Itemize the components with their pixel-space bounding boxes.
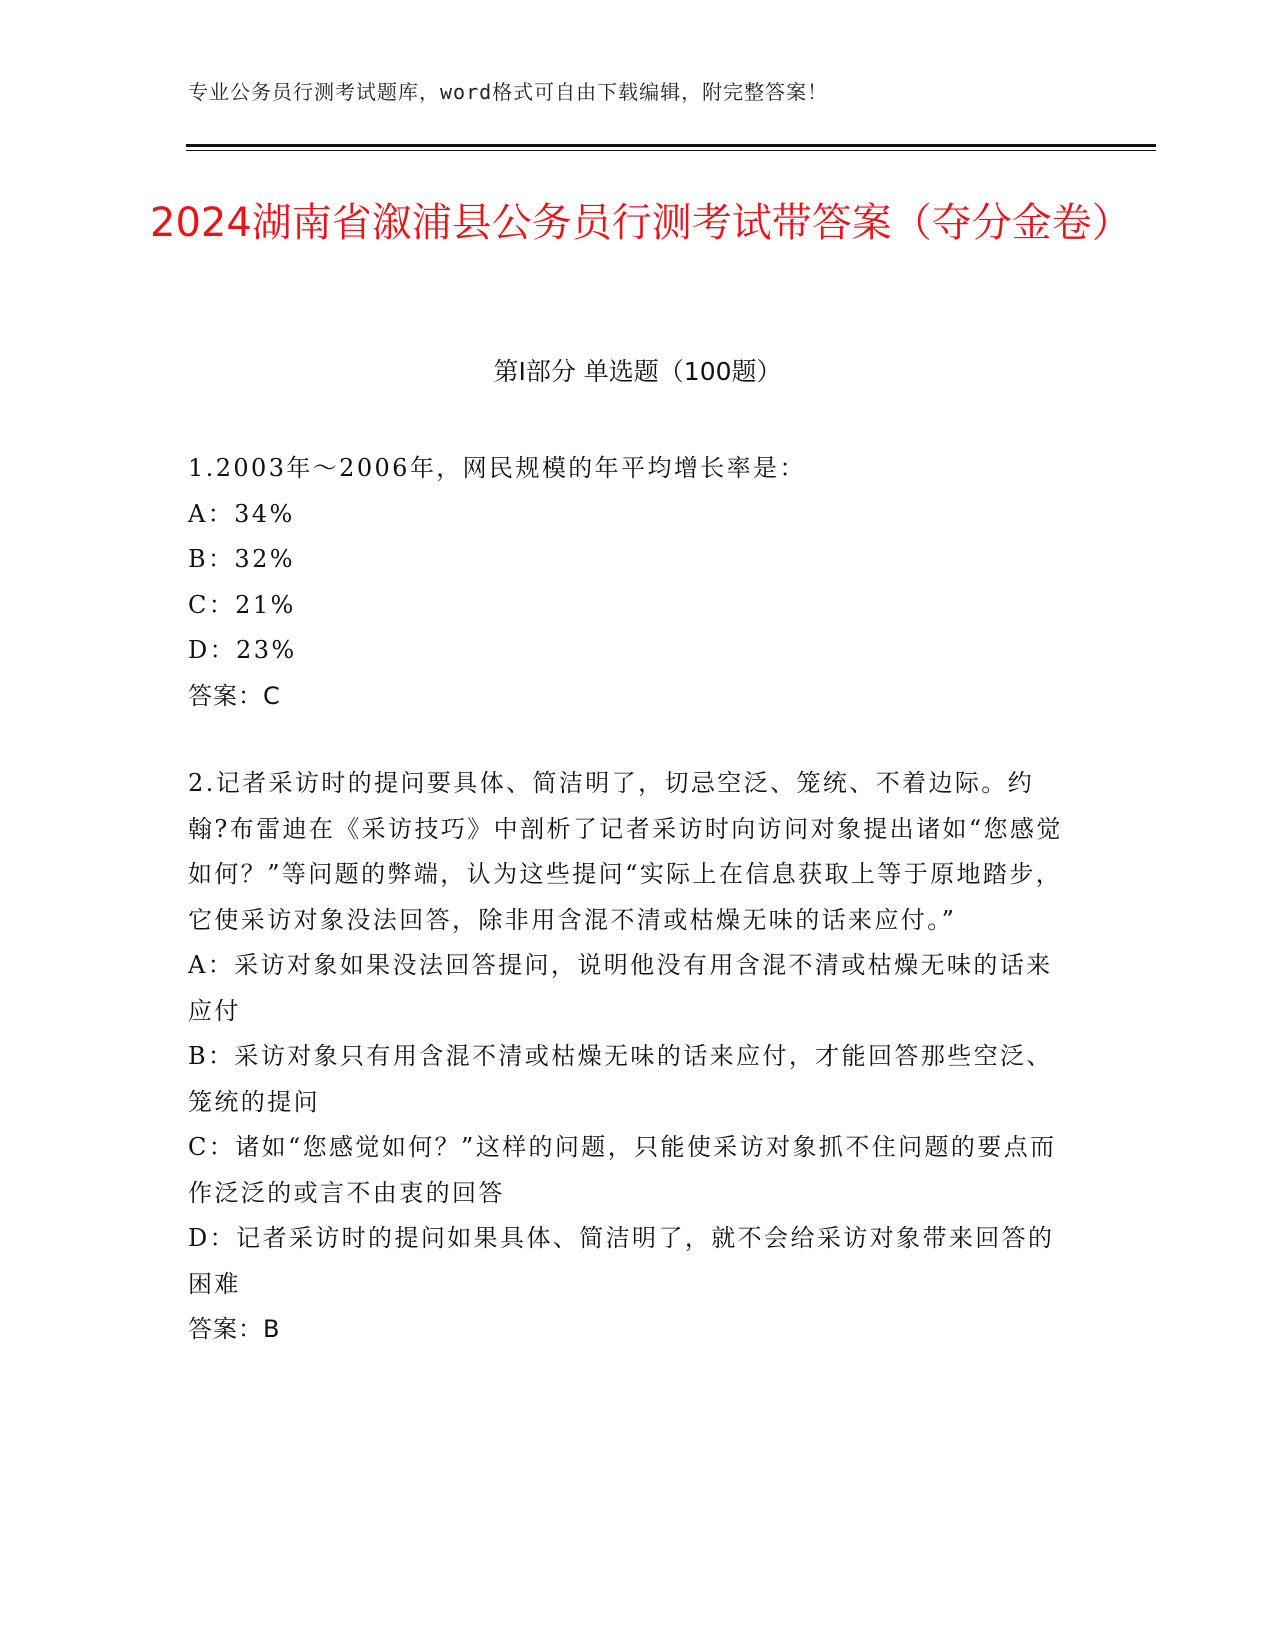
- header-rule-thin: [186, 150, 1156, 151]
- option-c: C：21%: [188, 590, 296, 619]
- option-c: C：诸如“您感觉如何？”这样的问题，只能使采访对象抓不住问题的要点而作泛泛的或言不由衷的回答: [188, 1133, 1057, 1207]
- question-2: [188, 761, 1073, 1353]
- section-heading: 第Ⅰ部分 单选题（100题）: [493, 357, 782, 386]
- option-d: D：23%: [188, 636, 297, 664]
- option-b: B：32%: [188, 545, 295, 573]
- question-stem: 2.记者采访时的提问要具体、简洁明了，切忌空泛、笼统、不着边际。约翰?布雷迪在《采访技巧》中剖析了记者采访时向访问对象提出诸如“您感觉如何？”等问题的弊端，认为这些提问“实际上在信息获取上等于原地踏步，它使采访对象没法回答，除非用含混不清或枯燥无味的话来应付。”: [188, 769, 1063, 934]
- document-title: 2024湖南省溆浦县公务员行测考试带答案（夺分金卷）: [150, 200, 1132, 246]
- answer: 答案：C: [188, 681, 281, 710]
- option-d: D：记者采访时的提问如果具体、简洁明了，就不会给采访对象带来回答的困难: [188, 1224, 1055, 1298]
- answer: 答案：B: [188, 1315, 281, 1343]
- question-list: [188, 446, 1073, 1395]
- option-a: A：34%: [188, 499, 295, 528]
- question-1: [188, 446, 1073, 719]
- option-a: A：采访对象如果没法回答提问，说明他没有用含混不清或枯燥无味的话来应付: [188, 951, 1053, 1025]
- option-b: B：采访对象只有用含混不清或枯燥无味的话来应付，才能回答那些空泛、笼统的提问: [188, 1042, 1053, 1116]
- header-note: 专业公务员行测考试题库，word格式可自由下载编辑，附完整答案！: [188, 80, 829, 104]
- question-stem: 1.2003年～2006年，网民规模的年平均增长率是：: [188, 454, 806, 482]
- header-rule-thick: [186, 144, 1156, 147]
